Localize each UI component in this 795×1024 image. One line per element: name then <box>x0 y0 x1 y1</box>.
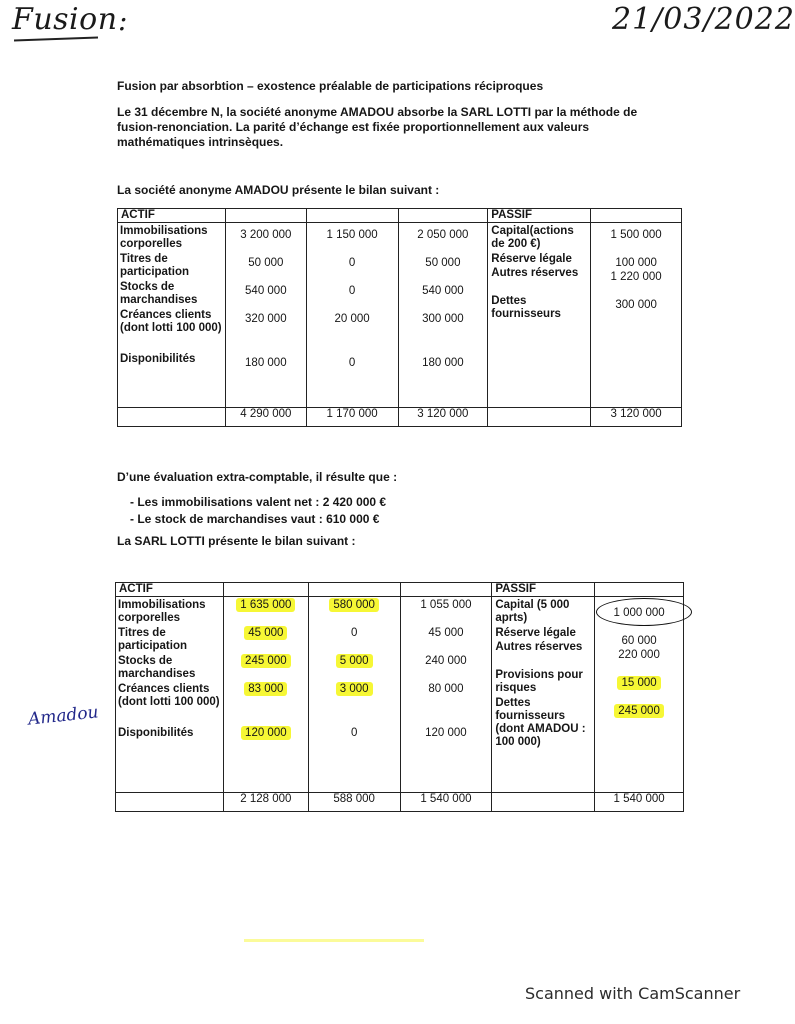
value: 300 000 <box>422 313 464 325</box>
value: 1 150 000 <box>326 229 378 241</box>
label-titres: Titres de participation <box>118 627 188 652</box>
value: 540 000 <box>422 285 464 297</box>
value: 1 500 000 <box>610 229 662 241</box>
highlighted-value: 245 000 <box>614 704 664 718</box>
label-dettes: Dettes fournisseurs (dont AMADOU : 100 000) <box>495 697 586 748</box>
value: 0 <box>350 727 358 739</box>
label-reserve-legale: Réserve légale <box>495 627 576 639</box>
handwritten-title: Fusion <box>12 2 118 37</box>
amadou-balance-sheet <box>117 208 682 427</box>
value: 1 055 000 <box>420 599 472 611</box>
value: 180 000 <box>422 357 464 369</box>
label-stocks: Stocks de marchandises <box>120 281 198 306</box>
title-underline <box>14 37 98 42</box>
label-disponibilites: Disponibilités <box>120 353 196 365</box>
label-creances: Créances clients (dont lotti 100 000) <box>120 309 222 334</box>
highlighted-value: 3 000 <box>336 682 373 696</box>
total-passif: 1 540 000 <box>595 793 684 812</box>
value: 50 000 <box>248 257 284 269</box>
amadou-col2 <box>306 223 398 408</box>
handwritten-margin-note: Amadou <box>27 702 100 730</box>
value: 300 000 <box>615 299 657 311</box>
lotti-col2 <box>308 597 400 793</box>
value: 0 <box>350 627 358 639</box>
passif-header: PASSIF <box>488 209 591 223</box>
value: 1 220 000 <box>610 271 662 283</box>
label-titres: Titres de participation <box>120 253 190 278</box>
lotti-col3 <box>400 597 492 793</box>
highlighted-value: 245 000 <box>241 654 291 668</box>
value: 60 000 <box>621 635 657 647</box>
value: 100 000 <box>615 257 657 269</box>
value: 50 000 <box>425 257 461 269</box>
value: 220 000 <box>618 649 660 661</box>
value: 320 000 <box>245 313 287 325</box>
scanner-watermark: Scanned with CamScanner <box>525 984 741 1003</box>
label-disponibilites: Disponibilités <box>118 727 194 739</box>
passif-header: PASSIF <box>492 583 595 597</box>
passif-values <box>591 223 682 408</box>
total-col1: 4 290 000 <box>225 408 306 427</box>
value: 120 000 <box>425 727 467 739</box>
value: 2 050 000 <box>417 229 469 241</box>
value: 1 000 000 <box>613 607 665 619</box>
value: 20 000 <box>334 313 370 325</box>
highlighted-value: 45 000 <box>244 626 287 640</box>
evaluation-item: - Le stock de marchandises vaut : 610 000 € <box>130 512 380 526</box>
label-creances: Créances clients (dont lotti 100 000) <box>118 683 220 708</box>
actif-header: ACTIF <box>118 209 226 223</box>
highlighter-mark <box>244 939 424 942</box>
evaluation-intro: D’une évaluation extra-comptable, il résulte que : <box>117 470 398 484</box>
exercise-heading: Fusion par absorbtion – exostence préalable de participations réciproques <box>117 79 544 93</box>
highlighted-value: 1 635 000 <box>236 598 295 612</box>
amadou-col1 <box>225 223 306 408</box>
actif-header: ACTIF <box>116 583 224 597</box>
label-dettes: Dettes fournisseurs <box>491 295 561 320</box>
evaluation-list <box>130 495 386 529</box>
total-col2: 588 000 <box>308 793 400 812</box>
value: 0 <box>348 257 356 269</box>
label-stocks: Stocks de marchandises <box>118 655 196 680</box>
actif-labels <box>116 597 224 793</box>
value: 180 000 <box>245 357 287 369</box>
label-provisions: Provisions pour risques <box>495 669 583 694</box>
value: 3 200 000 <box>240 229 292 241</box>
value: 540 000 <box>245 285 287 297</box>
handwritten-date: 21/03/2022 <box>612 2 795 37</box>
highlighted-value: 15 000 <box>617 676 660 690</box>
actif-labels <box>118 223 226 408</box>
highlighted-value: 120 000 <box>241 726 291 740</box>
passif-labels <box>492 597 595 793</box>
label-autres-reserves: Autres réserves <box>491 267 579 279</box>
hand-drawn-circle <box>596 598 692 626</box>
label-reserve-legale: Réserve légale <box>491 253 572 265</box>
passif-labels <box>488 223 591 408</box>
total-col3: 3 120 000 <box>398 408 488 427</box>
lotti-intro: La SARL LOTTI présente le bilan suivant : <box>117 534 356 548</box>
total-col2: 1 170 000 <box>306 408 398 427</box>
highlighted-value: 83 000 <box>244 682 287 696</box>
label-capital: Capital(actions de 200 €) <box>491 225 574 250</box>
highlighted-value: 580 000 <box>329 598 379 612</box>
value: 0 <box>348 285 356 297</box>
label-capital: Capital (5 000 aprts) <box>495 599 570 624</box>
value: 0 <box>348 357 356 369</box>
value: 45 000 <box>428 627 464 639</box>
lotti-col1 <box>223 597 308 793</box>
label-autres-reserves: Autres réserves <box>495 641 583 653</box>
highlighted-value: 5 000 <box>336 654 373 668</box>
total-col1: 2 128 000 <box>223 793 308 812</box>
amadou-col3 <box>398 223 488 408</box>
evaluation-item: - Les immobilisations valent net : 2 420 000 € <box>130 495 387 509</box>
label-immobilisations: Immobilisations corporelles <box>118 599 206 624</box>
label-immobilisations: Immobilisations corporelles <box>120 225 208 250</box>
value: 80 000 <box>428 683 464 695</box>
value: 240 000 <box>425 655 467 667</box>
total-col3: 1 540 000 <box>400 793 492 812</box>
amadou-intro: La société anonyme AMADOU présente le bilan suivant : <box>117 183 440 197</box>
handwritten-colon: : <box>118 4 128 37</box>
exercise-intro: Le 31 décembre N, la société anonyme AMADOU absorbe la SARL LOTTI par la méthode de fusion-renonciation. La parité d’échange est fixée proportionnellement aux valeurs mathématiques intrinsèques. <box>117 105 638 149</box>
total-passif: 3 120 000 <box>591 408 682 427</box>
